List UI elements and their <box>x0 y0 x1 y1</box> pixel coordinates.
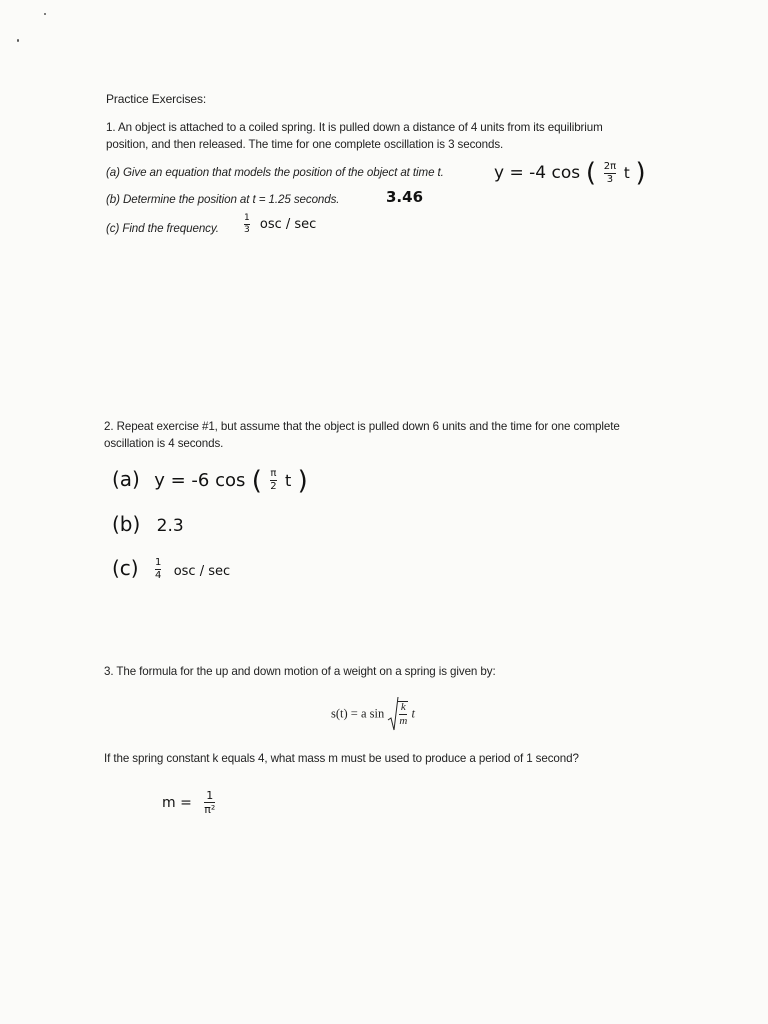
ex3-formula-denominator: m <box>399 715 408 727</box>
ex2-a-answer-variable: t <box>284 471 292 490</box>
ex3-answer <box>162 790 215 815</box>
ex1-a-answer-variable: t <box>623 164 630 182</box>
ex2-c-answer-denominator: 4 <box>154 570 162 581</box>
ex3-formula-variable: t <box>411 706 415 721</box>
ex1-part-c-prompt: (c) Find the frequency. <box>106 222 219 235</box>
ex1-part-c-answer <box>244 214 316 235</box>
ex1-a-answer-numerator: 2π <box>603 160 617 172</box>
ex3-answer-numerator: 1 <box>206 789 214 802</box>
scan-speck <box>17 39 19 42</box>
ex2-statement-line1: 2. Repeat exercise #1, but assume that the object is pulled down 6 units and the time for one complete <box>104 420 620 433</box>
ex3-formula-lhs: s(t) = a sin <box>331 706 385 721</box>
ex2-part-b-answer <box>112 512 184 536</box>
ex3-question: If the spring constant k equals 4, what mass m must be used to produce a period of 1 second? <box>104 752 579 765</box>
ex3-formula <box>331 696 415 732</box>
ex2-a-label: (a) <box>112 467 140 491</box>
ex1-a-answer-denominator: 3 <box>606 173 614 185</box>
ex2-a-answer-numerator: π <box>270 468 277 479</box>
ex1-statement-line2: position, and then released. The time for one complete oscillation is 3 seconds. <box>106 138 504 151</box>
ex2-a-answer-prefix: y = -6 cos <box>154 470 246 491</box>
ex2-part-a-answer: (a) y = -6 cos ( $\frac{\pi}{2}$ t ) <box>112 466 308 496</box>
ex3-answer-denominator: π² <box>204 803 216 816</box>
ex1-c-answer-numerator: 1 <box>244 213 250 223</box>
page-title: Practice Exercises: <box>106 92 207 106</box>
ex2-b-answer-value: 2.3 <box>156 516 184 536</box>
ex1-c-answer-denominator: 3 <box>244 225 250 235</box>
ex1-part-b-prompt: (b) Determine the position at t = 1.25 seconds. <box>106 193 340 206</box>
ex2-c-answer-numerator: 1 <box>154 557 162 568</box>
ex3-statement: 3. The formula for the up and down motion of a weight on a spring is given by: <box>104 665 496 678</box>
ex2-statement-line2: oscillation is 4 seconds. <box>104 437 224 450</box>
ex2-a-answer-denominator: 2 <box>270 481 277 492</box>
ex1-a-answer-prefix: y = -4 cos <box>494 163 581 183</box>
ex2-b-label: (b) <box>112 512 141 536</box>
ex1-c-answer-unit: osc / sec <box>259 217 317 232</box>
ex2-c-answer-unit: osc / sec <box>173 564 231 579</box>
ex1-part-b-answer: 3.46 <box>386 188 424 206</box>
ex1-statement-line1: 1. An object is attached to a coiled spring. It is pulled down a distance of 4 units from its equilibrium <box>106 121 603 134</box>
ex2-c-label: (c) <box>112 556 139 580</box>
ex3-formula-numerator: k <box>400 701 406 713</box>
scan-speck <box>44 13 46 15</box>
ex1-part-a-prompt: (a) Give an equation that models the position of the object at time t. <box>106 166 444 179</box>
ex3-answer-lhs: m = <box>162 794 192 811</box>
ex1-part-a-answer: y = -4 cos ( $\frac{2\pi}{3}$ t ) <box>494 158 646 188</box>
ex2-part-c-answer <box>112 556 230 581</box>
